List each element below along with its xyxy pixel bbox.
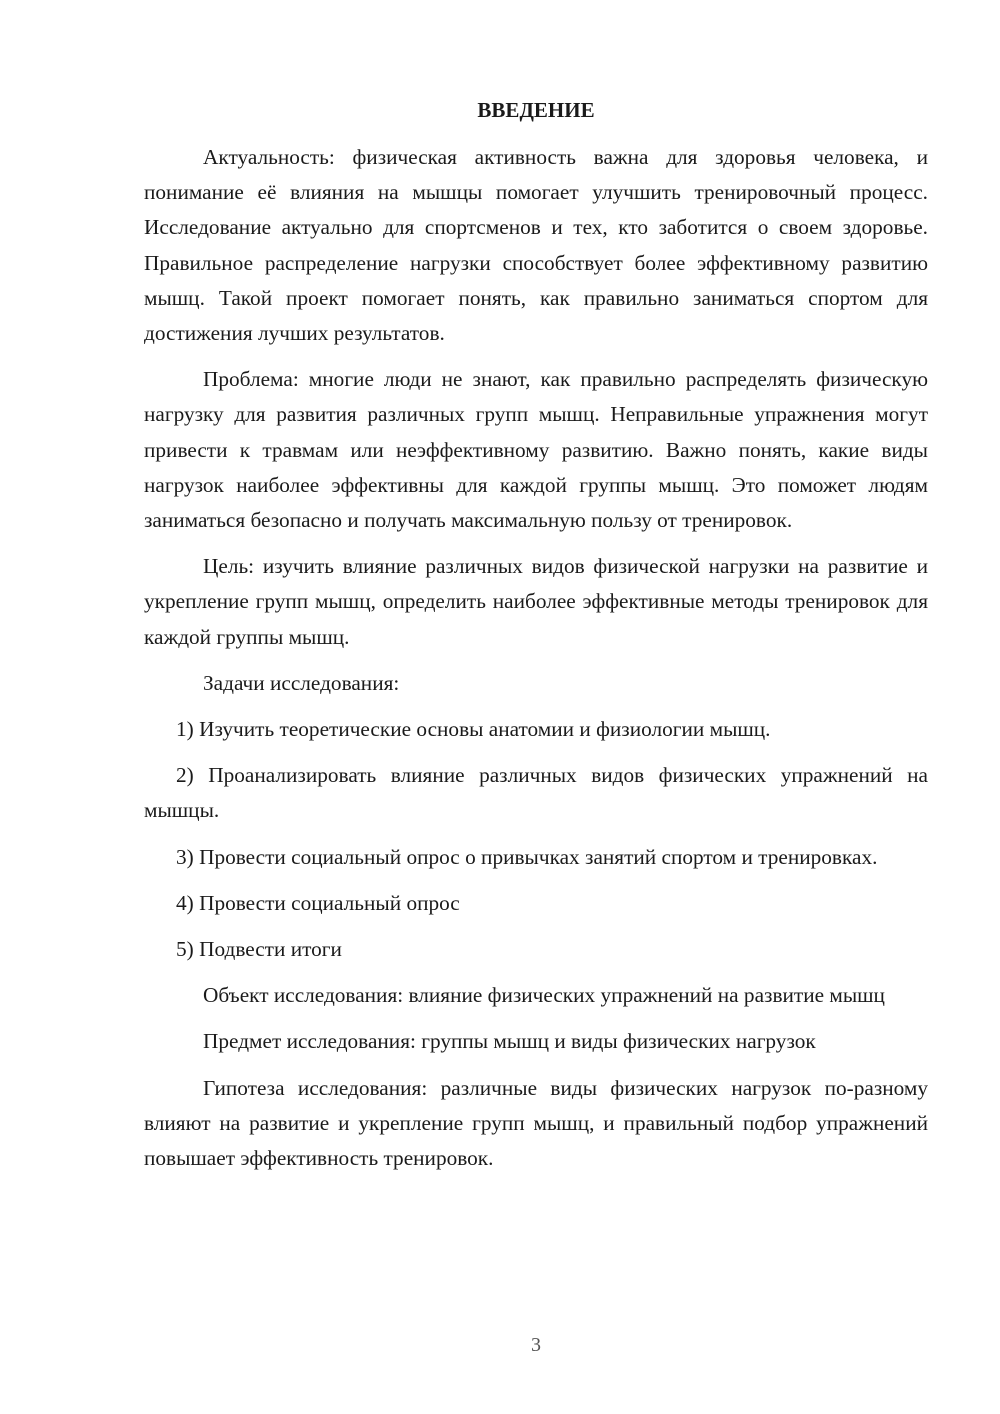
tasks-heading: Задачи исследования: (203, 670, 400, 695)
research-object-paragraph: Объект исследования: влияние физических упражнений на развитие мышц (203, 983, 885, 1008)
task-item-5: 5) Подвести итоги (176, 937, 342, 962)
hypothesis-paragraph: Гипотеза исследования: различные виды физических нагрузок по-разному влияют на развитие и укрепление групп мышц, и правильный подбор упражнений повышает эффективность тренировок. (144, 1075, 928, 1171)
goal-paragraph: Цель: изучить влияние различных видов физической нагрузки на развитие и укрепление групп мышц, определить наиболее эффективные методы тренировок для каждой группы мышц. (144, 554, 928, 649)
task-item-2: 2) Проанализировать влияние различных видов физических упражнений на мышцы. (144, 763, 928, 823)
document-title: ВВЕДЕНИЕ (477, 98, 595, 122)
task-item-4: 4) Провести социальный опрос (176, 890, 460, 915)
document-body (144, 140, 928, 1187)
task-item-1: 1) Изучить теоретические основы анатомии и физиологии мышц. (176, 717, 771, 742)
problem-paragraph: Проблема: многие люди не знают, как правильно распределять физическую нагрузку для развития различных групп мышц. Неправильные упражнения могут привести к травмам или неэффективному развитию. Важно понять, какие виды нагрузок наиболее эффективны для каждой группы мышц. Это поможет людям заниматься безопасно и получать максимальную пользу от тренировок. (144, 367, 928, 533)
page-number: 3 (531, 1334, 541, 1356)
task-item-3: 3) Провести социальный опрос о привычках занятий спортом и тренировках. (176, 844, 878, 869)
research-subject-paragraph: Предмет исследования: группы мышц и виды физических нагрузок (203, 1029, 816, 1054)
relevance-paragraph: Актуальность: физическая активность важна для здоровья человека, и понимание её влияния на мышцы помогает улучшить тренировочный процесс. Исследование актуально для спортсменов и тех, кто заботится о своем здоровье. Правильное распределение нагрузки способствует более эффективному развитию мышц. Такой проект помогает понять, как правильно заниматься спортом для достижения лучших результатов. (144, 145, 928, 346)
